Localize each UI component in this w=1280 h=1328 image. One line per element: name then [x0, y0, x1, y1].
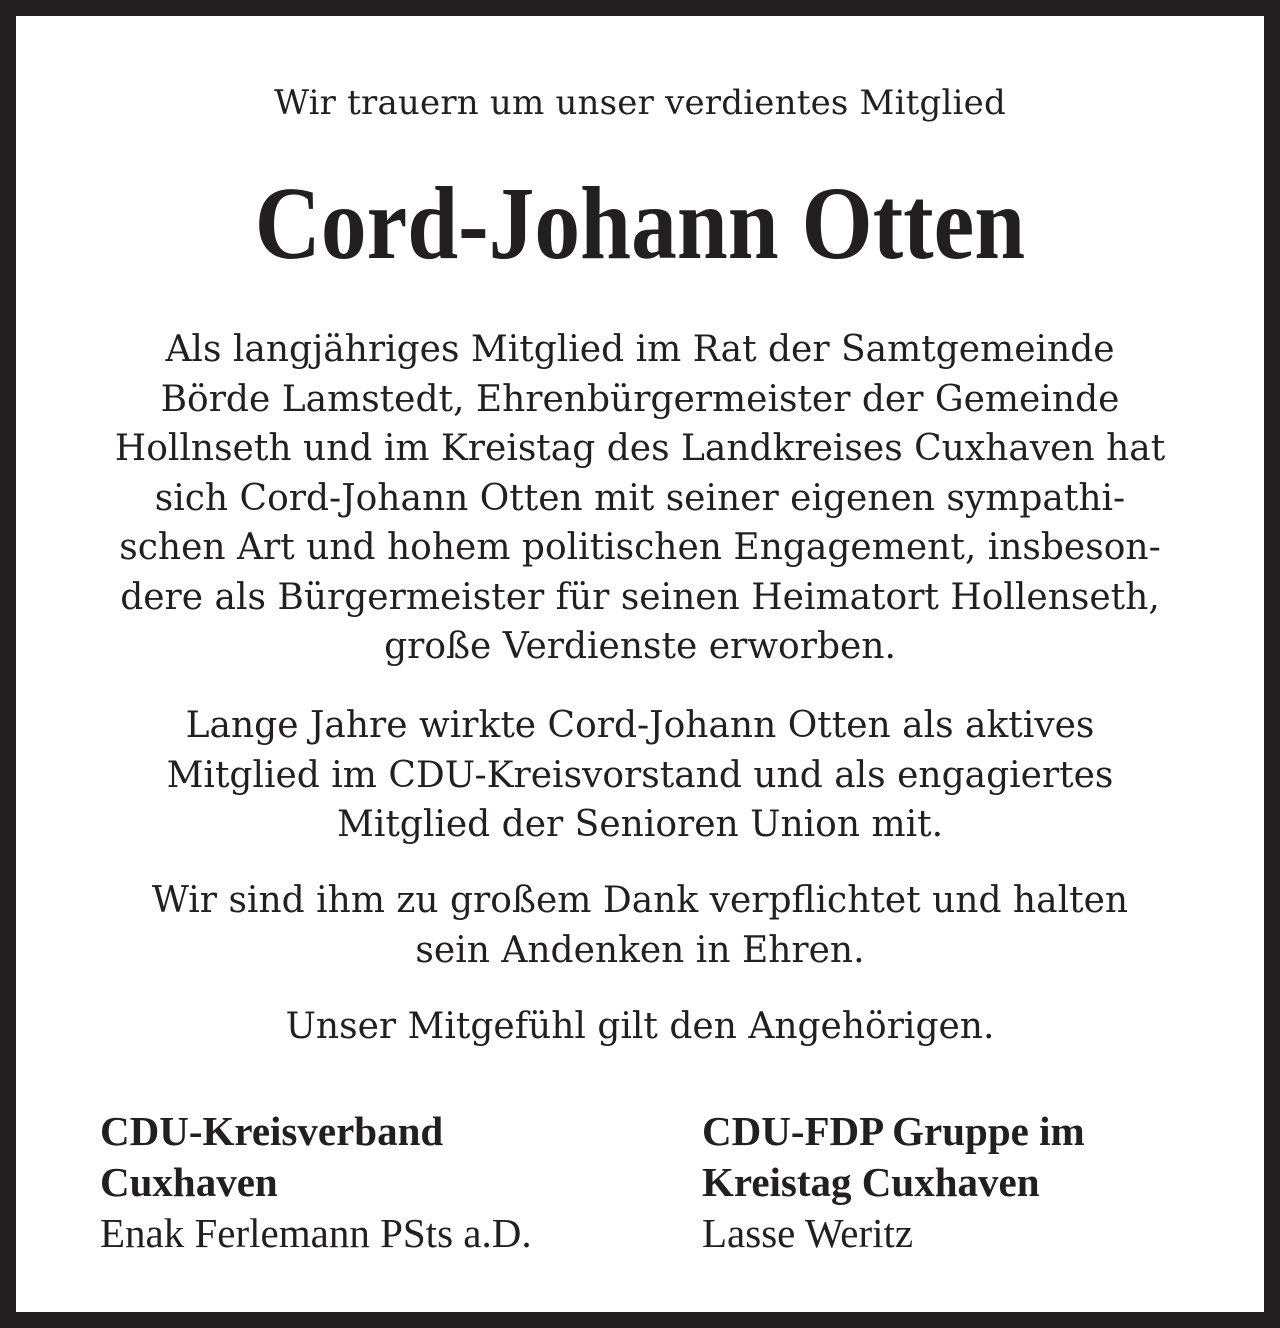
text-line: sein Andenken in Ehren.: [415, 929, 865, 971]
text-line: sich Cord-Johann Otten mit seiner eigenen sympathi-: [154, 477, 1126, 519]
signature-person: Lasse Weritz: [702, 1210, 914, 1256]
text-line: Mitglied der Senioren Union mit.: [336, 804, 944, 845]
signature-org-line: Cuxhaven: [100, 1159, 278, 1205]
text-line: Als langjähriges Mitglied im Rat der Samtgemeinde: [165, 329, 1115, 370]
obituary-notice: [16, 16, 1264, 1312]
paragraph-gratitude: [16, 876, 1264, 975]
signature-person: Enak Ferlemann PSts a.D.: [100, 1210, 532, 1256]
text-line: schen Art und hohem politischen Engagement, insbeson-: [119, 527, 1161, 568]
paragraph-merits: [16, 325, 1264, 672]
signature-org-line: CDU-FDP Gruppe im: [702, 1108, 1085, 1154]
deceased-name: Cord-Johann Otten: [254, 166, 1026, 281]
intro-line: Wir trauern um unser verdientes Mitglied: [274, 83, 1006, 123]
text-line: dere als Bürgermeister für seinen Heimatort Hollenseth,: [120, 576, 1160, 618]
signature-org-line: Kreistag Cuxhaven: [702, 1159, 1040, 1205]
signature-cdu-fdp-gruppe: [702, 1106, 1085, 1259]
text-line: Lange Jahre wirkte Cord-Johann Otten als aktives: [185, 705, 1095, 746]
text-line: große Verdienste erworben.: [384, 626, 896, 667]
text-line: Unser Mitgefühl gilt den Angehörigen.: [285, 1006, 995, 1047]
text-line: Wir sind ihm zu großem Dank verpflichtet und halten: [151, 880, 1129, 921]
signature-cdu-kreisverband: [100, 1106, 532, 1259]
text-line: Hollnseth und im Kreistag des Landkreises Cuxhaven hat: [114, 428, 1166, 469]
paragraph-condolence: [16, 1002, 1264, 1052]
signature-org-line: CDU-Kreisverband: [100, 1108, 444, 1154]
paragraph-party-work: [16, 701, 1264, 850]
text-line: Börde Lamstedt, Ehrenbürgermeister der Gemeinde: [160, 378, 1120, 420]
text-line: Mitglied im CDU-Kreisvorstand und als engagiertes: [166, 754, 1114, 796]
